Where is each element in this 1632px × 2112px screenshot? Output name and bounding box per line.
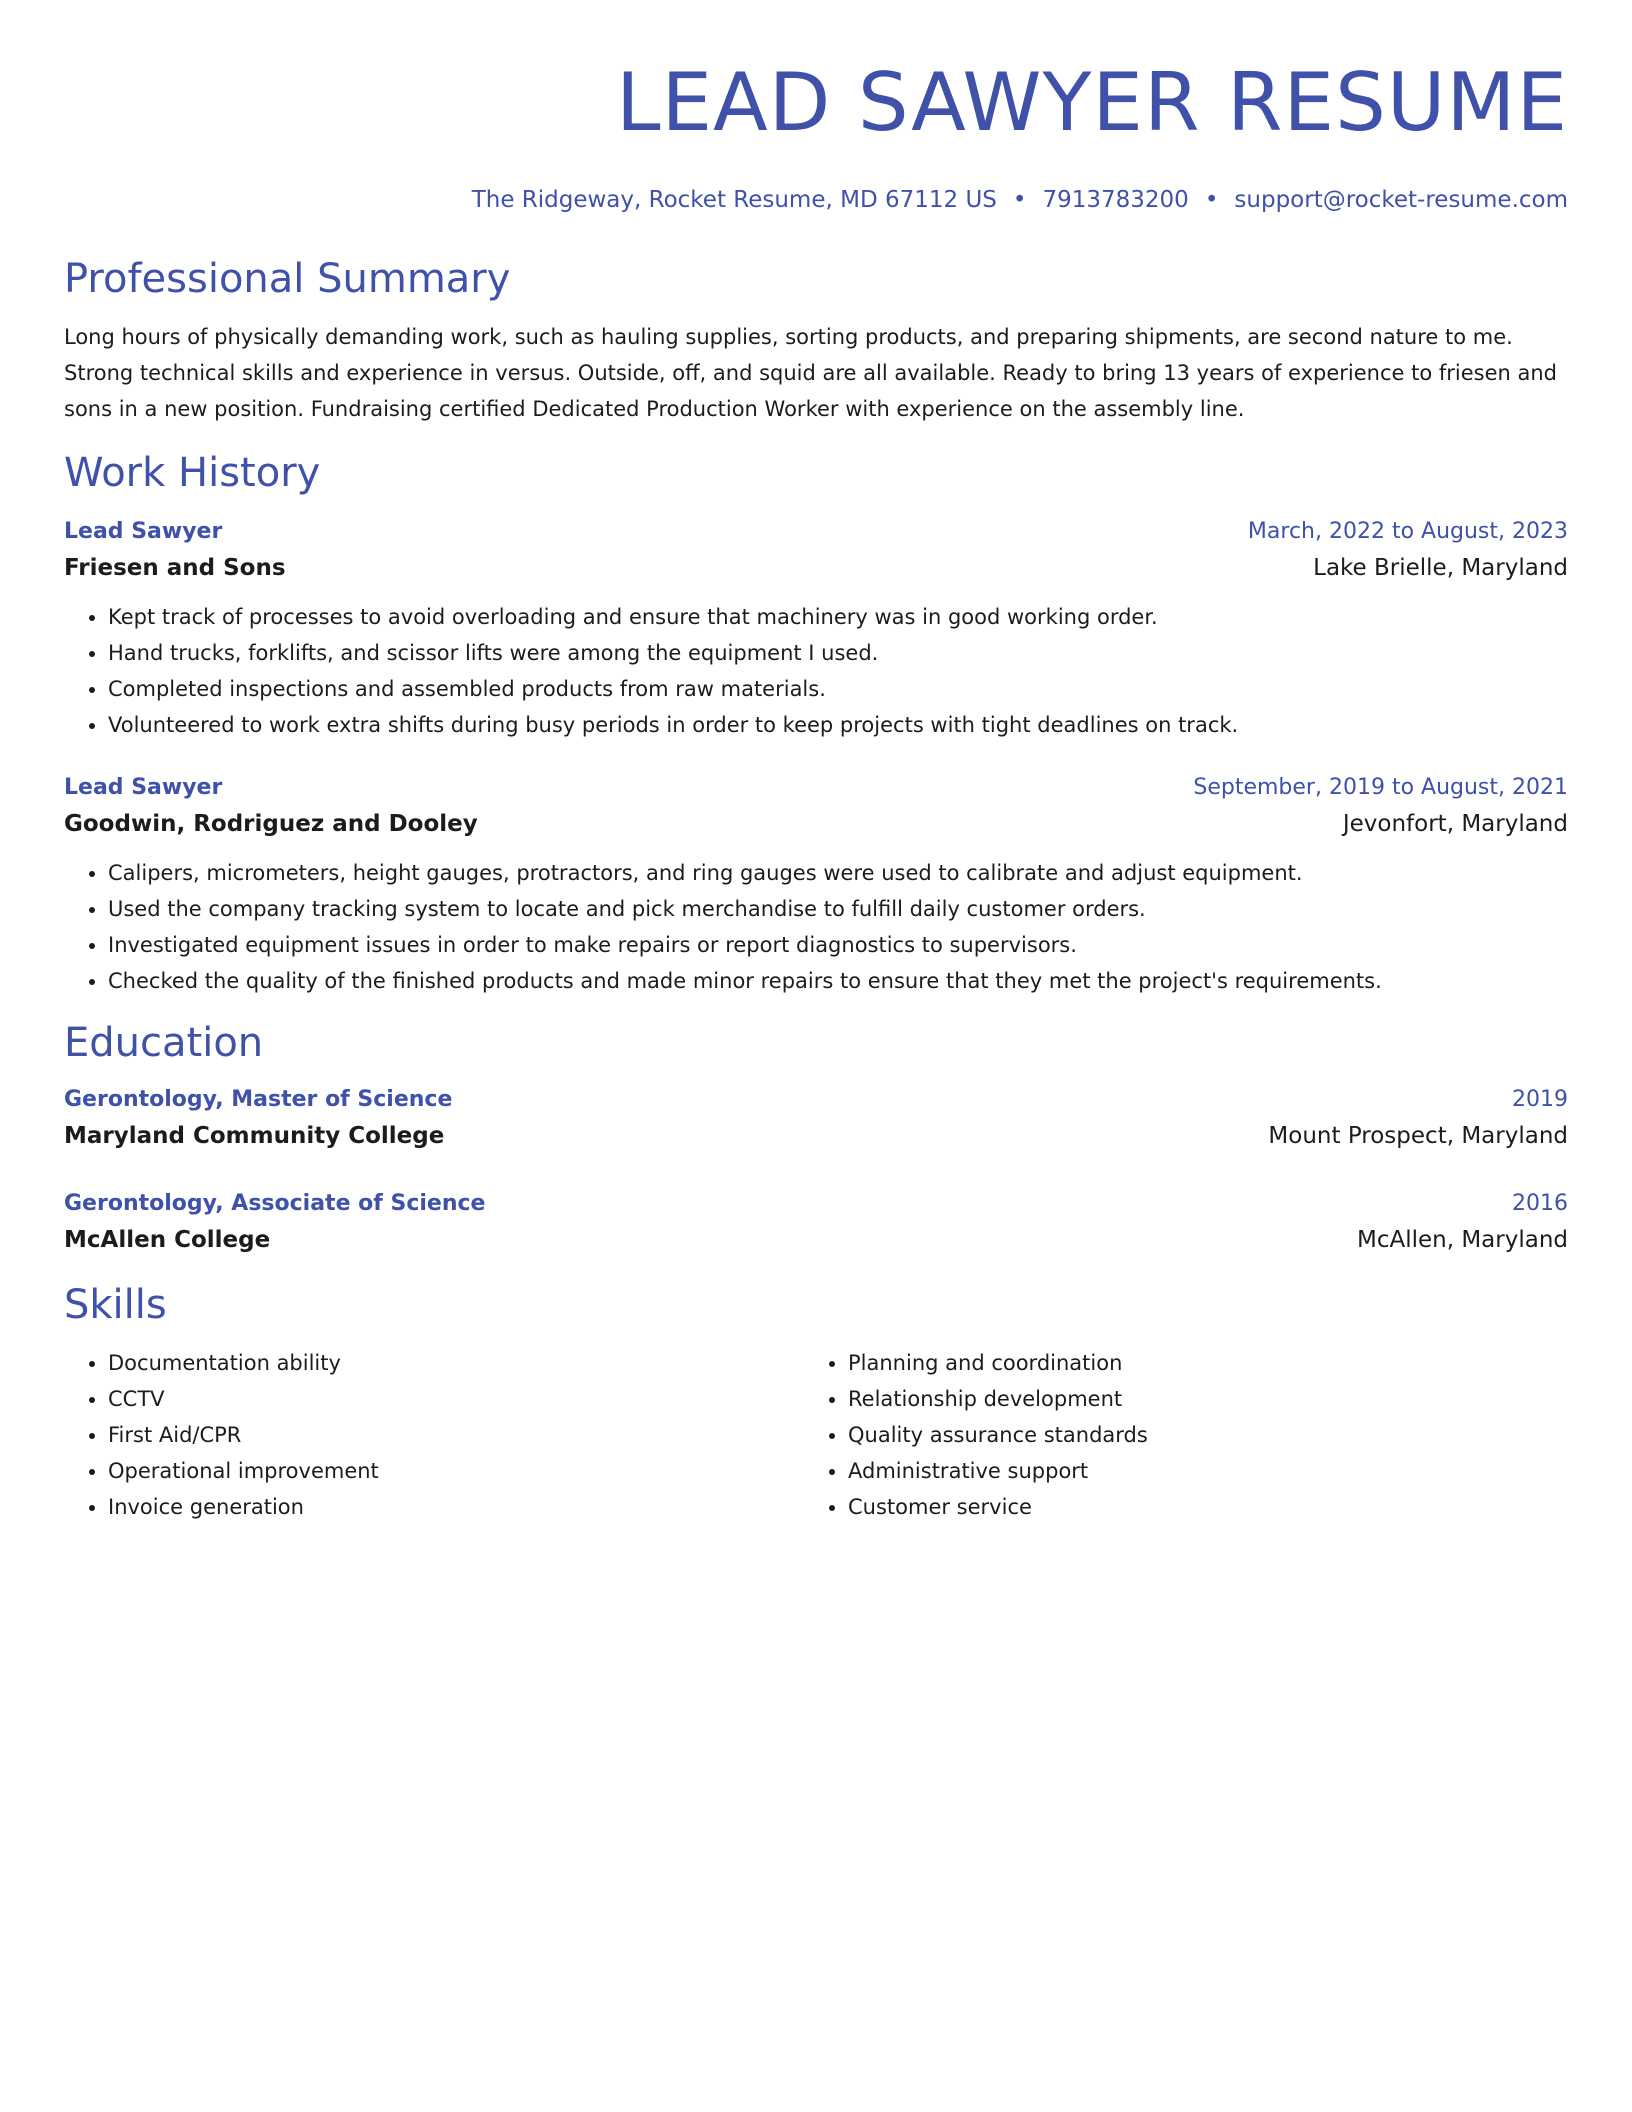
- education-location: McAllen, Maryland: [1356, 1227, 1568, 1253]
- section-title-work-history: Work History: [64, 450, 321, 496]
- list-item: • Used the company tracking system to locate and pick merchandise to fulfill daily customer orders.: [108, 891, 1568, 927]
- education-location: Mount Prospect, Maryland: [1268, 1123, 1568, 1149]
- skill-item: • CCTV: [108, 1381, 804, 1417]
- education-school: McAllen College: [64, 1227, 271, 1253]
- list-item: • Investigated equipment issues in order to make repairs or report diagnostics to supervisors.: [108, 927, 1568, 963]
- job-dates: March, 2022 to August, 2023: [1247, 519, 1568, 544]
- education-subheader: [64, 1117, 1568, 1155]
- list-item: • Calipers, micrometers, height gauges, protractors, and ring gauges were used to calibrate and adjust equipment.: [108, 855, 1568, 891]
- skill-item: • First Aid/CPR: [108, 1417, 804, 1453]
- list-item: • Hand trucks, forklifts, and scissor lifts were among the equipment I used.: [108, 635, 1568, 671]
- education-subheader: [64, 1221, 1568, 1259]
- education-year: 2016: [1512, 1191, 1568, 1216]
- contact-separator: •: [1204, 187, 1219, 213]
- education-entry: [64, 1083, 1568, 1155]
- education-school: Maryland Community College: [64, 1123, 445, 1149]
- list-item: • Kept track of processes to avoid overloading and ensure that machinery was in good working order.: [108, 599, 1568, 635]
- job-header: [64, 771, 1568, 805]
- job-entry: [64, 515, 1568, 743]
- skill-item: • Planning and coordination: [848, 1345, 1544, 1381]
- summary-text: Long hours of physically demanding work, such as hauling supplies, sorting products, and preparing shipments, are second nature to me. Strong technical skills and experience in versus. Outside, off, and squid are all available. Ready to bring 13 years of experience to friesen and sons in a new position. Fundraising certified Dedicated Production Worker with experience on the assembly line.: [64, 325, 1557, 421]
- skill-item: • Documentation ability: [108, 1345, 804, 1381]
- job-subheader: [64, 805, 1568, 843]
- list-item: • Volunteered to work extra shifts during busy periods in order to keep projects with tight deadlines on track.: [108, 707, 1568, 743]
- job-location: Lake Brielle, Maryland: [1313, 555, 1568, 581]
- contact-address: The Ridgeway, Rocket Resume, MD 67112 US: [471, 187, 997, 213]
- education-degree: Gerontology, Master of Science: [64, 1087, 453, 1112]
- job-subheader: [64, 549, 1568, 587]
- job-position: Lead Sawyer: [64, 519, 223, 544]
- skill-item: • Customer service: [848, 1489, 1544, 1525]
- skills-column-right: [804, 1345, 1544, 1525]
- education-entry: [64, 1187, 1568, 1259]
- contact-phone: 7913783200: [1042, 187, 1189, 213]
- contact-line: [64, 185, 1568, 215]
- skills-grid: [64, 1345, 1568, 1525]
- skill-item: • Relationship development: [848, 1381, 1544, 1417]
- section-title-summary: Professional Summary: [64, 256, 511, 302]
- job-dates: September, 2019 to August, 2021: [1193, 775, 1568, 800]
- job-company: Friesen and Sons: [64, 555, 286, 581]
- education-header: [64, 1187, 1568, 1221]
- education-degree: Gerontology, Associate of Science: [64, 1191, 486, 1216]
- skills-column-left: [64, 1345, 804, 1525]
- skill-item: • Administrative support: [848, 1453, 1544, 1489]
- skill-item: • Invoice generation: [108, 1489, 804, 1525]
- resume-title: LEAD SAWYER RESUME: [615, 56, 1568, 149]
- education-header: [64, 1083, 1568, 1117]
- list-item: • Completed inspections and assembled products from raw materials.: [108, 671, 1568, 707]
- job-entry: [64, 771, 1568, 999]
- list-item: • Checked the quality of the finished products and made minor repairs to ensure that they met the project's requirements.: [108, 963, 1568, 999]
- contact-separator: •: [1012, 187, 1027, 213]
- job-bullets: [64, 599, 1568, 743]
- job-company: Goodwin, Rodriguez and Dooley: [64, 811, 478, 837]
- section-title-education: Education: [64, 1020, 264, 1066]
- education-year: 2019: [1512, 1087, 1568, 1112]
- section-title-skills: Skills: [64, 1282, 167, 1328]
- job-position: Lead Sawyer: [64, 775, 223, 800]
- skill-item: • Operational improvement: [108, 1453, 804, 1489]
- skill-item: • Quality assurance standards: [848, 1417, 1544, 1453]
- job-header: [64, 515, 1568, 549]
- contact-email: support@rocket-resume.com: [1234, 187, 1568, 213]
- job-location: Jevonfort, Maryland: [1342, 811, 1568, 837]
- job-bullets: [64, 855, 1568, 999]
